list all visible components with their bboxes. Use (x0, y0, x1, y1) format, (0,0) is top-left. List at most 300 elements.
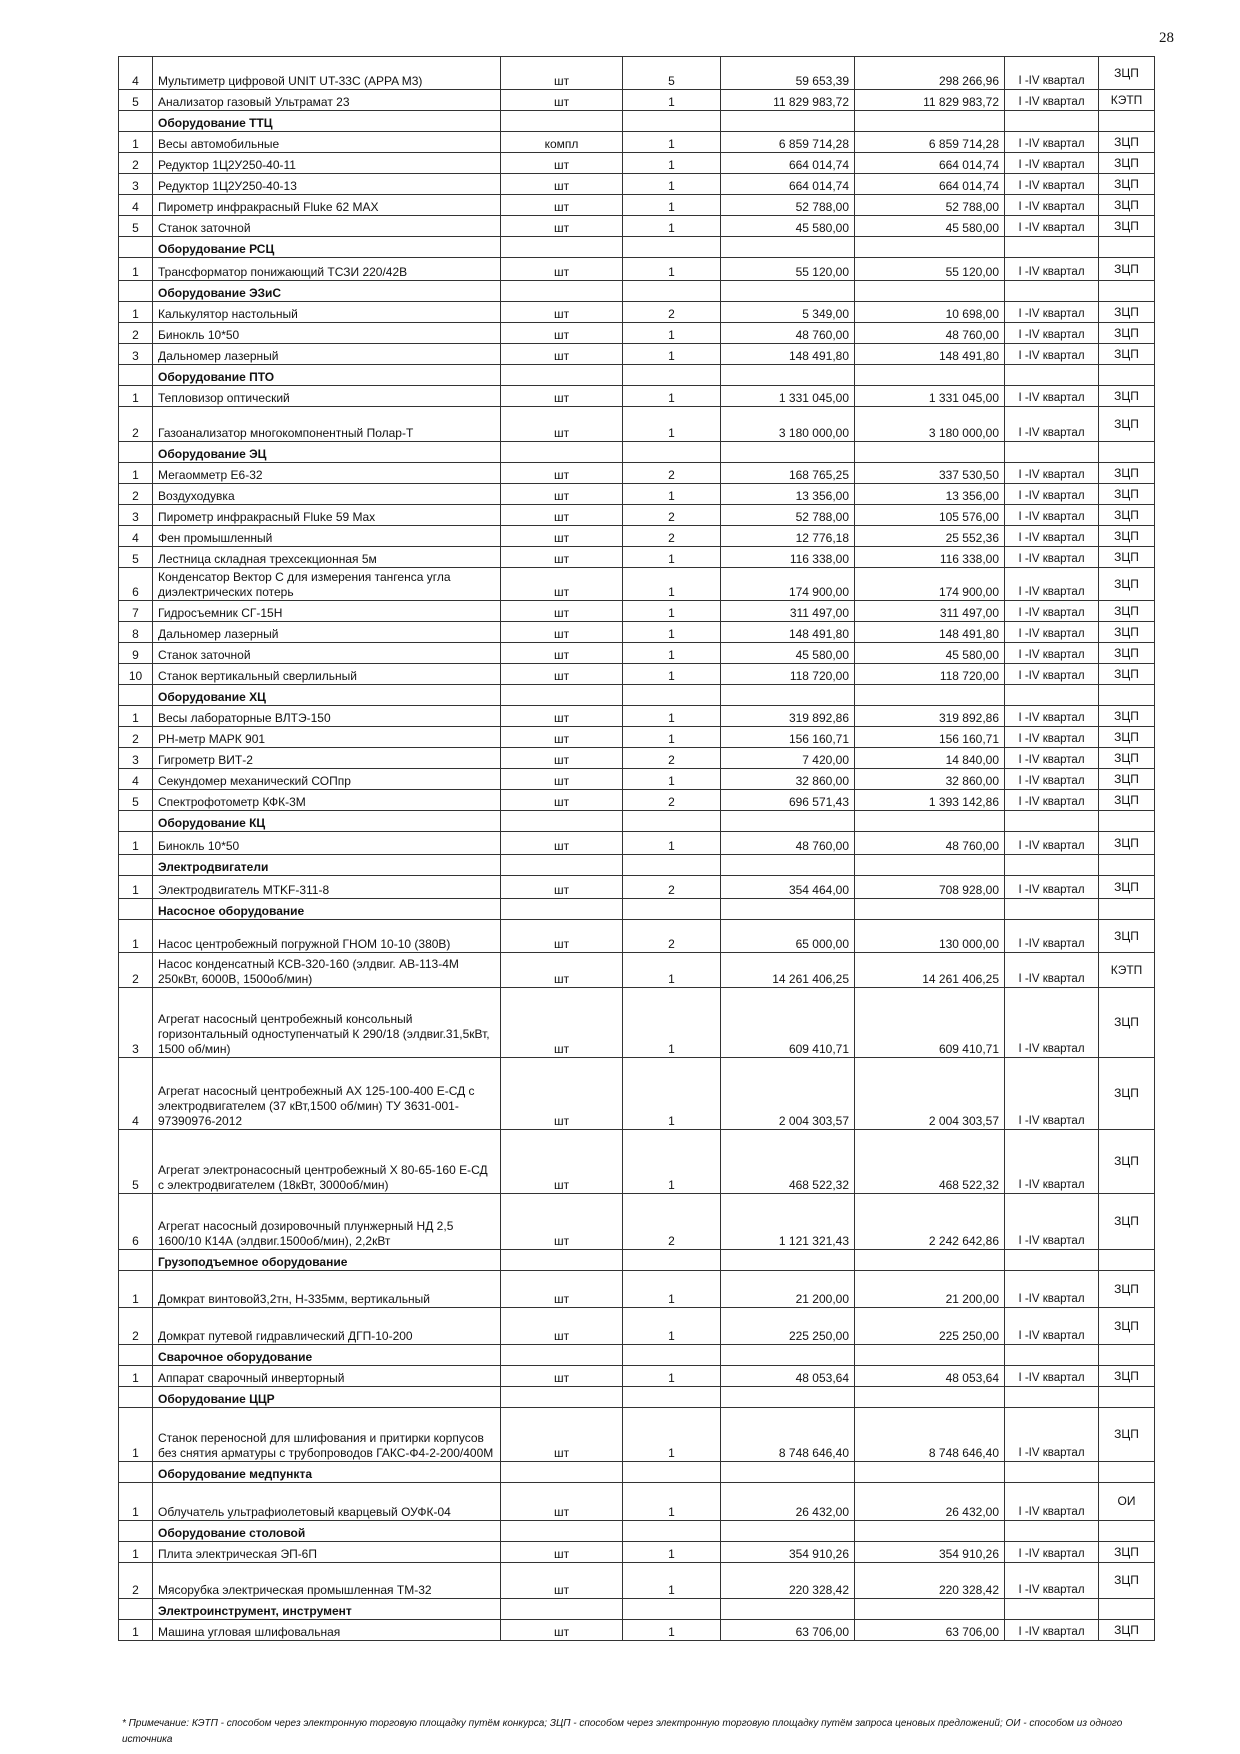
table-row (119, 258, 1155, 281)
cell-quarter: I -IV квартал (1005, 953, 1099, 988)
cell-price: 3 180 000,00 (721, 407, 855, 442)
cell-price: 1 331 045,00 (721, 386, 855, 407)
cell-method: ЗЦП (1099, 302, 1155, 323)
cell-n: 1 (119, 706, 153, 727)
cell-quarter: I -IV квартал (1005, 386, 1099, 407)
empty-cell (1005, 1462, 1099, 1483)
empty-cell (1099, 442, 1155, 463)
table-row (119, 601, 1155, 622)
empty-cell (855, 442, 1005, 463)
cell-price: 156 160,71 (721, 727, 855, 748)
empty-cell (1005, 899, 1099, 920)
empty-cell (855, 365, 1005, 386)
cell-total: 156 160,71 (855, 727, 1005, 748)
section-number-cell (119, 1521, 153, 1542)
cell-n: 5 (119, 1130, 153, 1194)
cell-method: ЗЦП (1099, 748, 1155, 769)
cell-total: 174 900,00 (855, 568, 1005, 601)
table-row (119, 484, 1155, 505)
cell-n: 1 (119, 258, 153, 281)
cell-unit: шт (501, 484, 623, 505)
cell-price: 148 491,80 (721, 622, 855, 643)
table-row (119, 463, 1155, 484)
empty-cell (623, 237, 721, 258)
cell-price: 609 410,71 (721, 988, 855, 1058)
cell-unit: шт (501, 988, 623, 1058)
cell-n: 1 (119, 1366, 153, 1387)
table-row (119, 1130, 1155, 1194)
cell-price: 319 892,86 (721, 706, 855, 727)
cell-unit: шт (501, 526, 623, 547)
cell-unit: шт (501, 407, 623, 442)
cell-method: ЗЦП (1099, 258, 1155, 281)
section-number-cell (119, 811, 153, 832)
empty-cell (623, 1345, 721, 1366)
cell-total: 2 242 642,86 (855, 1194, 1005, 1250)
section-number-cell (119, 855, 153, 876)
table-row (119, 568, 1155, 601)
cell-total: 14 261 406,25 (855, 953, 1005, 988)
cell-price: 311 497,00 (721, 601, 855, 622)
cell-total: 45 580,00 (855, 216, 1005, 237)
table-row (119, 1542, 1155, 1563)
cell-qty: 1 (623, 132, 721, 153)
empty-cell (623, 811, 721, 832)
empty-cell (1099, 237, 1155, 258)
section-header-row (119, 899, 1155, 920)
table-row (119, 920, 1155, 953)
cell-quarter: I -IV квартал (1005, 706, 1099, 727)
empty-cell (1099, 1250, 1155, 1271)
section-title: Оборудование ТТЦ (153, 111, 501, 132)
empty-cell (855, 1345, 1005, 1366)
cell-total: 664 014,74 (855, 174, 1005, 195)
cell-unit: шт (501, 153, 623, 174)
cell-qty: 1 (623, 643, 721, 664)
section-title: Грузоподъемное оборудование (153, 1250, 501, 1271)
empty-cell (623, 365, 721, 386)
cell-unit: шт (501, 953, 623, 988)
cell-qty: 2 (623, 463, 721, 484)
empty-cell (721, 855, 855, 876)
cell-total: 25 552,36 (855, 526, 1005, 547)
cell-total: 118 720,00 (855, 664, 1005, 685)
cell-name: Мясорубка электрическая промышленная ТМ-32 (153, 1563, 501, 1599)
section-number-cell (119, 685, 153, 706)
cell-n: 4 (119, 1058, 153, 1130)
section-number-cell (119, 365, 153, 386)
cell-method: ЗЦП (1099, 386, 1155, 407)
cell-price: 174 900,00 (721, 568, 855, 601)
cell-method: ЗЦП (1099, 1130, 1155, 1194)
table-row (119, 505, 1155, 526)
cell-quarter: I -IV квартал (1005, 664, 1099, 685)
empty-cell (623, 1521, 721, 1542)
cell-unit: шт (501, 547, 623, 568)
section-title: Электроинструмент, инструмент (153, 1599, 501, 1620)
cell-qty: 1 (623, 706, 721, 727)
cell-method: ЗЦП (1099, 790, 1155, 811)
cell-total: 468 522,32 (855, 1130, 1005, 1194)
cell-price: 7 420,00 (721, 748, 855, 769)
cell-qty: 1 (623, 1563, 721, 1599)
empty-cell (721, 1462, 855, 1483)
cell-quarter: I -IV квартал (1005, 1563, 1099, 1599)
cell-quarter: I -IV квартал (1005, 876, 1099, 899)
cell-method: ЗЦП (1099, 132, 1155, 153)
cell-total: 1 393 142,86 (855, 790, 1005, 811)
empty-cell (1005, 281, 1099, 302)
cell-price: 65 000,00 (721, 920, 855, 953)
cell-price: 220 328,42 (721, 1563, 855, 1599)
cell-price: 26 432,00 (721, 1483, 855, 1521)
cell-n: 2 (119, 484, 153, 505)
empty-cell (1099, 1599, 1155, 1620)
table-row (119, 988, 1155, 1058)
cell-total: 2 004 303,57 (855, 1058, 1005, 1130)
cell-name: Газоанализатор многокомпонентный Полар-Т (153, 407, 501, 442)
empty-cell (1099, 899, 1155, 920)
cell-unit: компл (501, 132, 623, 153)
cell-method: ЗЦП (1099, 57, 1155, 90)
cell-name: Агрегат насосный центробежный консольный горизонтальный одноступенчатый К 290/18 (элдвиг.31,5кВт, 1500 об/мин) (153, 988, 501, 1058)
cell-price: 148 491,80 (721, 344, 855, 365)
cell-name: Пирометр инфракрасный Fluke 62 MAX (153, 195, 501, 216)
cell-quarter: I -IV квартал (1005, 1542, 1099, 1563)
cell-qty: 1 (623, 407, 721, 442)
cell-price: 354 910,26 (721, 1542, 855, 1563)
cell-quarter: I -IV квартал (1005, 1620, 1099, 1641)
cell-name: Бинокль 10*50 (153, 832, 501, 855)
table-row (119, 706, 1155, 727)
section-number-cell (119, 111, 153, 132)
cell-method: ЗЦП (1099, 216, 1155, 237)
cell-qty: 1 (623, 174, 721, 195)
empty-cell (1099, 365, 1155, 386)
table-row (119, 195, 1155, 216)
table-row (119, 216, 1155, 237)
empty-cell (1005, 855, 1099, 876)
cell-qty: 1 (623, 1408, 721, 1462)
cell-method: ЗЦП (1099, 727, 1155, 748)
empty-cell (1005, 811, 1099, 832)
cell-method: ЗЦП (1099, 195, 1155, 216)
cell-name: Агрегат насосный центробежный АХ 125-100-400 Е-СД с электродвигателем (37 кВт,1500 об/мин) ТУ 3631-001-97390976-2012 (153, 1058, 501, 1130)
cell-n: 5 (119, 547, 153, 568)
section-header-row (119, 1462, 1155, 1483)
cell-qty: 1 (623, 90, 721, 111)
cell-n: 2 (119, 407, 153, 442)
cell-n: 2 (119, 323, 153, 344)
empty-cell (855, 811, 1005, 832)
cell-method: ЗЦП (1099, 174, 1155, 195)
section-title: Оборудование ЦЦР (153, 1387, 501, 1408)
cell-total: 48 760,00 (855, 832, 1005, 855)
cell-n: 4 (119, 195, 153, 216)
empty-cell (501, 855, 623, 876)
cell-n: 6 (119, 1194, 153, 1250)
empty-cell (1005, 1599, 1099, 1620)
empty-cell (501, 1599, 623, 1620)
empty-cell (1005, 1387, 1099, 1408)
cell-total: 1 331 045,00 (855, 386, 1005, 407)
section-number-cell (119, 1462, 153, 1483)
cell-total: 319 892,86 (855, 706, 1005, 727)
cell-name: Гигрометр ВИТ-2 (153, 748, 501, 769)
cell-qty: 2 (623, 790, 721, 811)
section-number-cell (119, 1387, 153, 1408)
cell-name: Станок заточной (153, 643, 501, 664)
cell-price: 116 338,00 (721, 547, 855, 568)
table-row (119, 1271, 1155, 1308)
cell-quarter: I -IV квартал (1005, 547, 1099, 568)
cell-name: Фен промышленный (153, 526, 501, 547)
cell-name: Станок вертикальный сверлильный (153, 664, 501, 685)
section-header-row (119, 685, 1155, 706)
empty-cell (623, 1462, 721, 1483)
cell-price: 225 250,00 (721, 1308, 855, 1345)
cell-quarter: I -IV квартал (1005, 174, 1099, 195)
cell-quarter: I -IV квартал (1005, 601, 1099, 622)
section-header-row (119, 237, 1155, 258)
table-row (119, 386, 1155, 407)
empty-cell (855, 899, 1005, 920)
cell-quarter: I -IV квартал (1005, 1366, 1099, 1387)
section-header-row (119, 855, 1155, 876)
cell-price: 21 200,00 (721, 1271, 855, 1308)
cell-total: 298 266,96 (855, 57, 1005, 90)
cell-quarter: I -IV квартал (1005, 1271, 1099, 1308)
empty-cell (1005, 237, 1099, 258)
footnote: * Примечание: КЭТП - способом через электронную торговую площадку путём конкурса; ЗЦП - способом через электронную торговую площадку путём запроса ценовых предложений; ОИ - способом из одного источника (122, 1718, 1123, 1745)
cell-name: Станок переносной для шлифования и притирки корпусов без снятия арматуры с трубопроводов ГАКС-Ф4-2-200/400М (153, 1408, 501, 1462)
cell-unit: шт (501, 90, 623, 111)
table-row (119, 132, 1155, 153)
cell-price: 48 760,00 (721, 323, 855, 344)
cell-total: 32 860,00 (855, 769, 1005, 790)
cell-qty: 1 (623, 216, 721, 237)
cell-method: ЗЦП (1099, 463, 1155, 484)
table-row (119, 727, 1155, 748)
cell-qty: 1 (623, 1308, 721, 1345)
cell-qty: 1 (623, 1483, 721, 1521)
cell-total: 337 530,50 (855, 463, 1005, 484)
cell-name: Гидросъемник СГ-15Н (153, 601, 501, 622)
cell-unit: шт (501, 216, 623, 237)
cell-price: 696 571,43 (721, 790, 855, 811)
cell-qty: 2 (623, 505, 721, 526)
section-title: Оборудование ЭЗиС (153, 281, 501, 302)
cell-n: 5 (119, 790, 153, 811)
cell-qty: 1 (623, 664, 721, 685)
empty-cell (1099, 1345, 1155, 1366)
cell-name: Домкрат винтовой3,2тн, Н-335мм, вертикальный (153, 1271, 501, 1308)
cell-n: 2 (119, 727, 153, 748)
cell-name: Машина угловая шлифовальная (153, 1620, 501, 1641)
cell-total: 52 788,00 (855, 195, 1005, 216)
cell-name: Весы автомобильные (153, 132, 501, 153)
cell-qty: 2 (623, 1194, 721, 1250)
empty-cell (1099, 281, 1155, 302)
cell-quarter: I -IV квартал (1005, 727, 1099, 748)
section-title: Оборудование столовой (153, 1521, 501, 1542)
empty-cell (623, 855, 721, 876)
cell-quarter: I -IV квартал (1005, 132, 1099, 153)
empty-cell (501, 1521, 623, 1542)
cell-qty: 1 (623, 601, 721, 622)
cell-method: ЗЦП (1099, 1620, 1155, 1641)
table-row (119, 407, 1155, 442)
cell-name: Трансформатор понижающий ТСЗИ 220/42В (153, 258, 501, 281)
empty-cell (501, 237, 623, 258)
cell-price: 59 653,39 (721, 57, 855, 90)
cell-n: 1 (119, 832, 153, 855)
cell-name: Лестница складная трехсекционная 5м (153, 547, 501, 568)
cell-price: 11 829 983,72 (721, 90, 855, 111)
empty-cell (501, 442, 623, 463)
empty-cell (855, 281, 1005, 302)
empty-cell (1005, 111, 1099, 132)
cell-n: 2 (119, 1308, 153, 1345)
section-number-cell (119, 1250, 153, 1271)
cell-n: 2 (119, 153, 153, 174)
cell-method: ЗЦП (1099, 643, 1155, 664)
table-row (119, 57, 1155, 90)
empty-cell (1099, 685, 1155, 706)
cell-unit: шт (501, 57, 623, 90)
cell-qty: 1 (623, 344, 721, 365)
cell-total: 664 014,74 (855, 153, 1005, 174)
cell-quarter: I -IV квартал (1005, 323, 1099, 344)
cell-method: ЗЦП (1099, 526, 1155, 547)
section-number-cell (119, 1345, 153, 1366)
cell-quarter: I -IV квартал (1005, 769, 1099, 790)
cell-price: 664 014,74 (721, 153, 855, 174)
cell-quarter: I -IV квартал (1005, 526, 1099, 547)
section-header-row (119, 442, 1155, 463)
cell-unit: шт (501, 1542, 623, 1563)
empty-cell (623, 1599, 721, 1620)
cell-method: ЗЦП (1099, 1563, 1155, 1599)
empty-cell (855, 855, 1005, 876)
cell-n: 1 (119, 1620, 153, 1641)
cell-name: Электродвигатель MTKF-311-8 (153, 876, 501, 899)
cell-unit: шт (501, 664, 623, 685)
empty-cell (623, 281, 721, 302)
cell-unit: шт (501, 727, 623, 748)
cell-qty: 2 (623, 876, 721, 899)
cell-unit: шт (501, 1563, 623, 1599)
cell-total: 21 200,00 (855, 1271, 1005, 1308)
cell-name: Тепловизор оптический (153, 386, 501, 407)
table-row (119, 1563, 1155, 1599)
cell-n: 4 (119, 57, 153, 90)
cell-qty: 1 (623, 622, 721, 643)
cell-unit: шт (501, 1483, 623, 1521)
empty-cell (721, 237, 855, 258)
section-title: Оборудование медпункта (153, 1462, 501, 1483)
cell-qty: 1 (623, 1058, 721, 1130)
empty-cell (623, 1387, 721, 1408)
cell-method: ЗЦП (1099, 323, 1155, 344)
cell-quarter: I -IV квартал (1005, 622, 1099, 643)
cell-n: 4 (119, 526, 153, 547)
empty-cell (1099, 1462, 1155, 1483)
cell-qty: 1 (623, 1542, 721, 1563)
empty-cell (1005, 685, 1099, 706)
table-row (119, 174, 1155, 195)
cell-method: ЗЦП (1099, 568, 1155, 601)
cell-quarter: I -IV квартал (1005, 302, 1099, 323)
cell-n: 5 (119, 90, 153, 111)
section-header-row (119, 1345, 1155, 1366)
cell-method: ЗЦП (1099, 344, 1155, 365)
cell-quarter: I -IV квартал (1005, 1308, 1099, 1345)
cell-n: 1 (119, 1408, 153, 1462)
cell-price: 14 261 406,25 (721, 953, 855, 988)
cell-qty: 2 (623, 302, 721, 323)
cell-n: 1 (119, 920, 153, 953)
cell-total: 105 576,00 (855, 505, 1005, 526)
cell-total: 11 829 983,72 (855, 90, 1005, 111)
empty-cell (1005, 1250, 1099, 1271)
empty-cell (721, 1387, 855, 1408)
cell-total: 130 000,00 (855, 920, 1005, 953)
procurement-table-container (118, 56, 1154, 1641)
table-row (119, 153, 1155, 174)
cell-qty: 1 (623, 988, 721, 1058)
cell-method: ЗЦП (1099, 1271, 1155, 1308)
cell-unit: шт (501, 706, 623, 727)
section-title: Насосное оборудование (153, 899, 501, 920)
cell-qty: 1 (623, 1620, 721, 1641)
cell-n: 5 (119, 216, 153, 237)
cell-name: Анализатор газовый Ультрамат 23 (153, 90, 501, 111)
cell-name: Редуктор 1Ц2У250-40-11 (153, 153, 501, 174)
cell-method: ЗЦП (1099, 920, 1155, 953)
cell-name: Дальномер лазерный (153, 344, 501, 365)
cell-qty: 1 (623, 832, 721, 855)
empty-cell (855, 1250, 1005, 1271)
section-title: Электродвигатели (153, 855, 501, 876)
cell-method: ЗЦП (1099, 1308, 1155, 1345)
table-row (119, 664, 1155, 685)
cell-qty: 1 (623, 386, 721, 407)
cell-unit: шт (501, 1408, 623, 1462)
cell-qty: 1 (623, 153, 721, 174)
cell-unit: шт (501, 174, 623, 195)
cell-qty: 1 (623, 484, 721, 505)
cell-total: 26 432,00 (855, 1483, 1005, 1521)
empty-cell (1005, 1521, 1099, 1542)
cell-price: 2 004 303,57 (721, 1058, 855, 1130)
cell-quarter: I -IV квартал (1005, 407, 1099, 442)
empty-cell (721, 111, 855, 132)
section-number-cell (119, 442, 153, 463)
cell-name: Агрегат насосный дозировочный плунжерный НД 2,5 1600/10 К14А (элдвиг.1500об/мин), 2,2кВт (153, 1194, 501, 1250)
empty-cell (721, 1521, 855, 1542)
cell-name: Калькулятор настольный (153, 302, 501, 323)
table-row (119, 1366, 1155, 1387)
section-header-row (119, 811, 1155, 832)
section-header-row (119, 1599, 1155, 1620)
cell-total: 609 410,71 (855, 988, 1005, 1058)
cell-total: 354 910,26 (855, 1542, 1005, 1563)
cell-method: КЭТП (1099, 90, 1155, 111)
cell-total: 45 580,00 (855, 643, 1005, 664)
cell-total: 48 053,64 (855, 1366, 1005, 1387)
cell-total: 10 698,00 (855, 302, 1005, 323)
